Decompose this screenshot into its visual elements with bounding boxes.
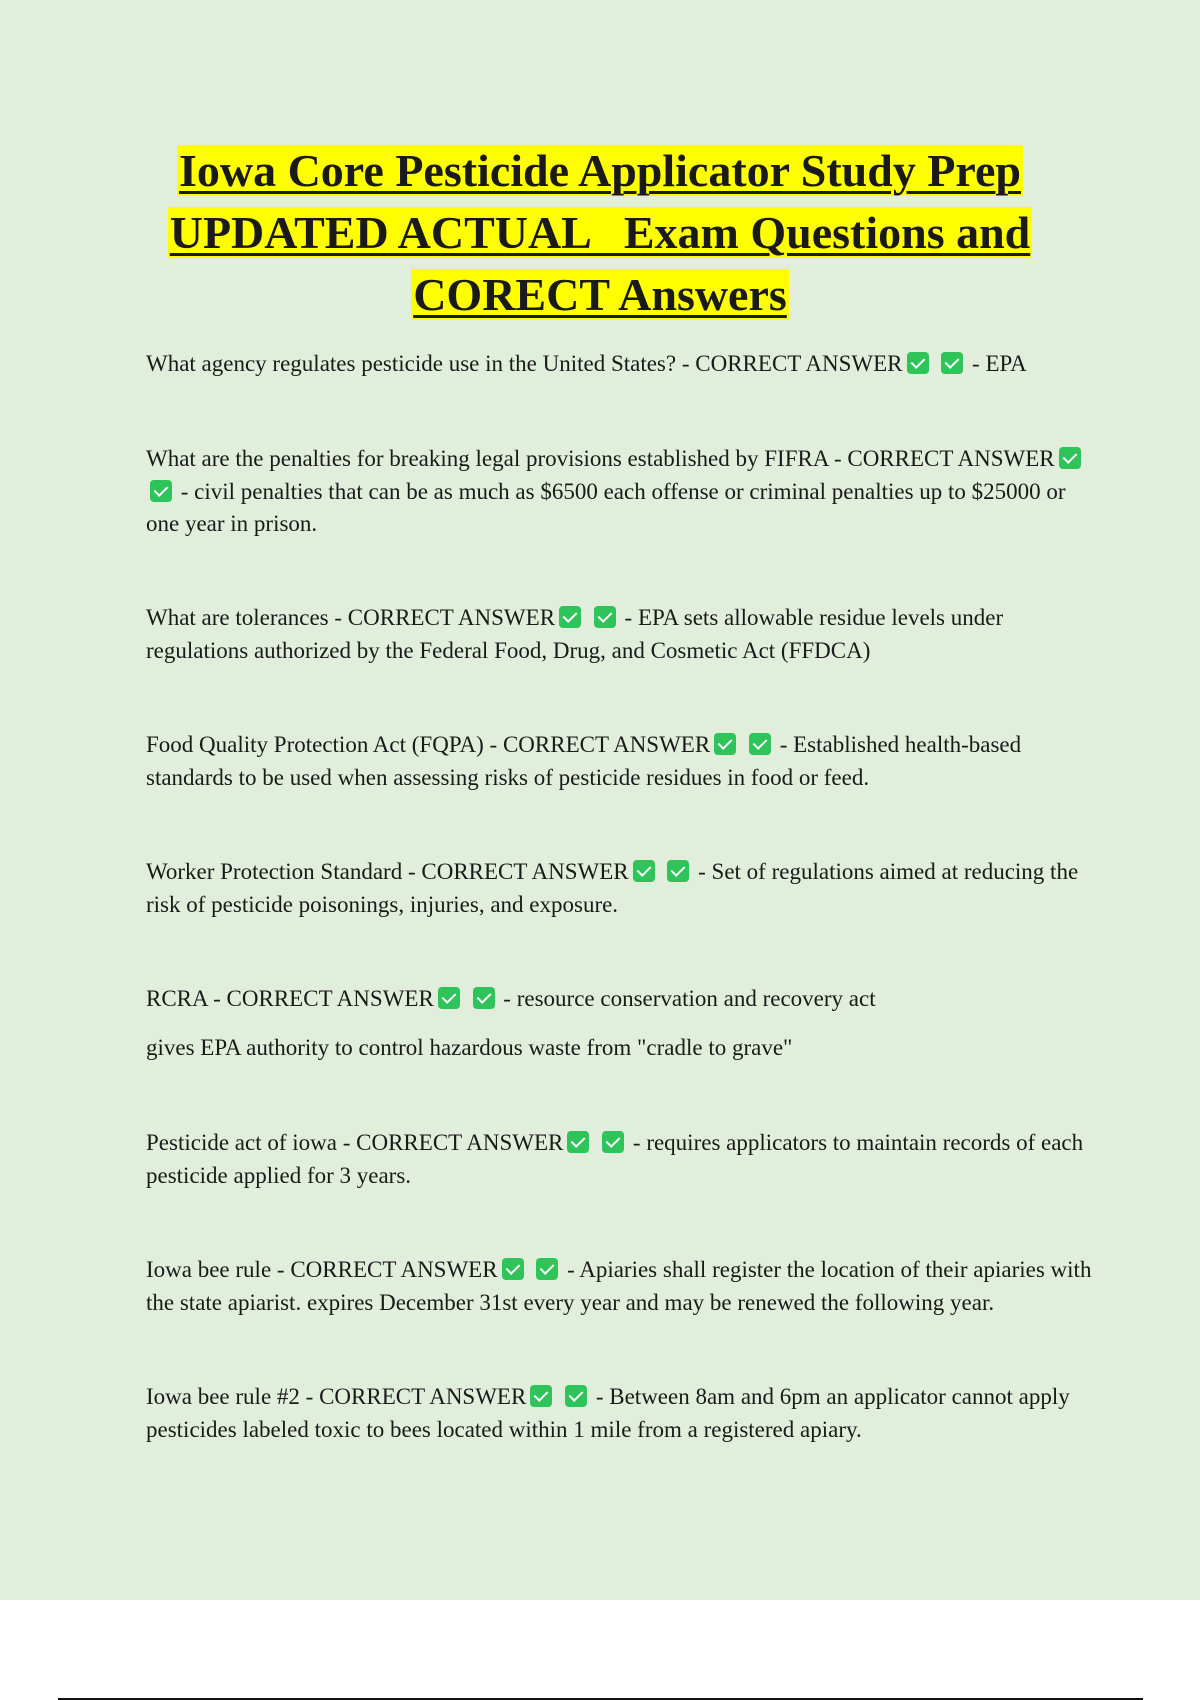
green-check-mark-icon <box>530 1385 552 1407</box>
green-check-mark-icon <box>150 480 172 502</box>
answer-text: Set of regulations aimed at reducing the risk of pesticide poisonings, injuries, and exposure. <box>146 859 1079 917</box>
question-text: What are the penalties for breaking legal provisions established by FIFRA <box>146 446 829 471</box>
qa-item: What are tolerances - CORRECT ANSWER - EPA sets allowable residue levels under regulations authorized by the Federal Food, Drug, and Cosmetic Act (FFDCA) <box>146 605 1004 663</box>
correct-answer-marker: CORRECT ANSWER <box>356 1130 564 1155</box>
green-check-mark-icon <box>602 1131 624 1153</box>
qa-item: Worker Protection Standard - CORRECT ANSWER - Set of regulations aimed at reducing the risk of pesticide poisonings, injuries, and exposure. <box>146 859 1079 917</box>
question-text: RCRA <box>146 986 208 1011</box>
question-text: Worker Protection Standard <box>146 859 403 884</box>
green-check-mark-icon <box>667 860 689 882</box>
answer-continuation: gives EPA authority to control hazardous waste from "cradle to grave" <box>146 1034 793 1060</box>
answer-text: Established health-based standards to be used when assessing risks of pesticide residues in food or feed. <box>146 732 1022 790</box>
correct-answer-marker: CORRECT ANSWER <box>421 859 629 884</box>
title-line: UPDATED ACTUAL Exam Questions and <box>169 207 1031 258</box>
green-check-mark-icon <box>565 1385 587 1407</box>
green-check-mark-icon <box>594 606 616 628</box>
green-check-mark-icon <box>1059 447 1081 469</box>
question-text: Food Quality Protection Act (FQPA) <box>146 732 484 757</box>
green-check-mark-icon <box>559 606 581 628</box>
green-check-mark-icon <box>633 860 655 882</box>
qa-item: What are the penalties for breaking legal provisions established by FIFRA - CORRECT ANSWER - civil penalties that can be as much as $6500 each offense or criminal penalties up to $25000 or one year in prison. <box>146 443 1092 541</box>
answer-text: Apiaries shall register the location of their apiaries with the state apiarist. expires December 31st every year and may be renewed the following year. <box>146 1257 1092 1315</box>
answer-text: requires applicators to maintain records of each pesticide applied for 3 years. <box>146 1130 1084 1188</box>
answer-text: civil penalties that can be as much as $6500 each offense or criminal penalties up to $25000 or one year in prison. <box>146 478 1066 536</box>
question-text: What agency regulates pesticide use in the United States? <box>146 351 677 376</box>
green-check-mark-icon <box>473 987 495 1009</box>
title-line: CORECT Answers <box>413 269 787 320</box>
green-check-mark-icon <box>749 733 771 755</box>
green-check-mark-icon <box>536 1258 558 1280</box>
correct-answer-marker: CORRECT ANSWER <box>502 732 711 757</box>
qa-item: Food Quality Protection Act (FQPA) - CORRECT ANSWER - Established health-based standards to be used when assessing risks of pesticide residues in food or feed. <box>146 732 1022 790</box>
qa-item: What agency regulates pesticide use in the United States? - CORRECT ANSWER - EPA <box>146 351 1027 376</box>
answer-text: EPA sets allowable residue levels under regulations authorized by the Federal Food, Drug, and Cosmetic Act (FFDCA) <box>146 605 1004 663</box>
title-line: Iowa Core Pesticide Applicator Study Prep <box>178 145 1022 196</box>
green-check-mark-icon <box>438 987 460 1009</box>
answer-text: resource conservation and recovery act <box>516 986 876 1011</box>
correct-answer-marker: CORRECT ANSWER <box>847 446 1055 471</box>
answer-text: EPA <box>985 351 1027 376</box>
question-text: Pesticide act of iowa <box>146 1130 337 1155</box>
green-check-mark-icon <box>907 352 929 374</box>
correct-answer-marker: CORRECT ANSWER <box>226 986 434 1011</box>
answer-text: Between 8am and 6pm an applicator cannot apply pesticides labeled toxic to bees located within 1 mile from a registered apiary. <box>146 1384 1070 1442</box>
qa-item: RCRA - CORRECT ANSWER - resource conservation and recovery act gives EPA authority to control hazardous waste from "cradle to grave" <box>146 983 1092 1064</box>
correct-answer-marker: CORRECT ANSWER <box>695 351 903 376</box>
green-check-mark-icon <box>714 733 736 755</box>
qa-item: Iowa bee rule - CORRECT ANSWER - Apiaries shall register the location of their apiaries with the state apiarist. expires December 31st every year and may be renewed the following year. <box>146 1257 1092 1315</box>
green-check-mark-icon <box>941 352 963 374</box>
question-text: Iowa bee rule <box>146 1257 272 1282</box>
green-check-mark-icon <box>502 1258 524 1280</box>
question-text: What are tolerances <box>146 605 329 630</box>
correct-answer-marker: CORRECT ANSWER <box>290 1257 498 1282</box>
document-title <box>100 140 1100 326</box>
question-text: Iowa bee rule #2 <box>146 1384 300 1409</box>
green-check-mark-icon <box>567 1131 589 1153</box>
qa-item: Pesticide act of iowa - CORRECT ANSWER - requires applicators to maintain records of each pesticide applied for 3 years. <box>146 1130 1084 1188</box>
correct-answer-marker: CORRECT ANSWER <box>347 605 556 630</box>
correct-answer-marker: CORRECT ANSWER <box>319 1384 527 1409</box>
qa-item: Iowa bee rule #2 - CORRECT ANSWER - Between 8am and 6pm an applicator cannot apply pesticides labeled toxic to bees located within 1 mile from a registered apiary. <box>146 1384 1070 1442</box>
